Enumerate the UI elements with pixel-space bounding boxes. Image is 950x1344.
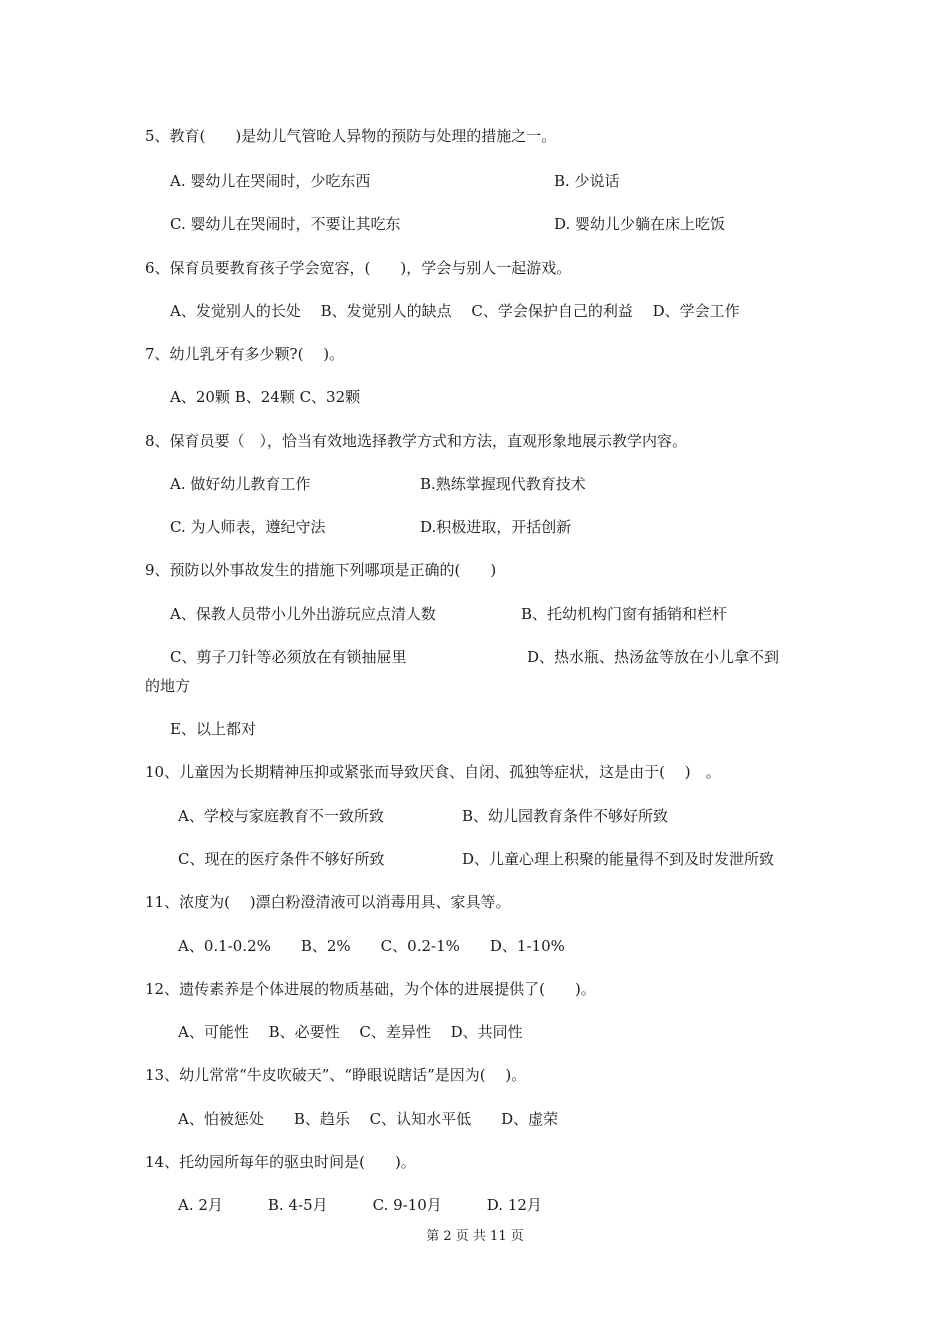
- question-5-option-b: B. 少说话: [554, 172, 620, 190]
- question-9-option-a: A、保教人员带小儿外出游玩应点清人数: [170, 605, 436, 623]
- question-13-options: A、怕被惩处 B、趋乐 C、认知水平低 D、虚荣: [178, 1110, 559, 1128]
- question-14-options: A. 2月 B. 4-5月 C. 9-10月 D. 12月: [178, 1196, 542, 1214]
- question-11-options: A、0.1-0.2% B、2% C、0.2-1% D、1-10%: [178, 937, 565, 955]
- question-8-option-a: A. 做好幼儿教育工作: [170, 475, 311, 493]
- question-9-option-b: B、托幼机构门窗有插销和栏杆: [521, 605, 728, 623]
- question-8-option-b: B.熟练掌握现代教育技术: [420, 475, 586, 493]
- page-number: 第 2 页 共 11 页: [426, 1229, 524, 1244]
- question-8-stem: 8、保育员要（ ），恰当有效地选择教学方式和方法，直观形象地展示教学内容。: [145, 432, 688, 450]
- question-10-option-b: B、幼儿园教育条件不够好所致: [462, 807, 669, 825]
- question-5-option-d: D. 婴幼儿少躺在床上吃饭: [554, 215, 726, 233]
- question-6-stem: 6、保育员要教育孩子学会宽容，( )，学会与别人一起游戏。: [145, 259, 572, 277]
- question-11-stem: 11、浓度为( )漂白粉澄清液可以消毒用具、家具等。: [145, 893, 511, 911]
- question-9-stem: 9、预防以外事故发生的措施下列哪项是正确的( ): [145, 561, 497, 579]
- question-10-option-c: C、现在的医疗条件不够好所致: [178, 850, 385, 868]
- question-7-stem: 7、幼儿乳牙有多少颗?( )。: [145, 345, 345, 363]
- question-9-option-e: E、以上都对: [170, 720, 256, 738]
- question-10-option-a: A、学校与家庭教育不一致所致: [178, 807, 384, 825]
- question-9-option-c: C、剪子刀针等必须放在有锁抽屉里: [170, 648, 407, 666]
- question-10-stem: 10、儿童因为长期精神压抑或紧张而导致厌食、自闭、孤独等症状，这是由于( ) 。: [145, 763, 721, 781]
- question-13-stem: 13、幼儿常常“牛皮吹破天”、“睁眼说瞎话”是因为( )。: [145, 1066, 527, 1084]
- question-5-option-a: A. 婴幼儿在哭闹时，少吃东西: [170, 172, 371, 190]
- question-7-options: A、20颗 B、24颗 C、32颗: [170, 388, 361, 406]
- question-5-option-c: C. 婴幼儿在哭闹时，不要让其吃东: [170, 215, 401, 233]
- question-14-stem: 14、托幼园所每年的驱虫时间是( )。: [145, 1153, 416, 1171]
- question-6-options: A、发觉别人的长处 B、发觉别人的缺点 C、学会保护自己的利益 D、学会工作: [170, 302, 740, 320]
- question-5-stem: 5、教育( )是幼儿气管呛人异物的预防与处理的措施之一。: [145, 127, 557, 145]
- question-8-option-d: D.积极进取，开括创新: [420, 518, 572, 536]
- question-12-options: A、可能性 B、必要性 C、差异性 D、共同性: [178, 1023, 523, 1041]
- question-9-option-d-continued: 的地方: [145, 677, 191, 695]
- question-12-stem: 12、遗传素养是个体进展的物质基础，为个体的进展提供了( )。: [145, 980, 596, 998]
- question-8-option-c: C. 为人师表，遵纪守法: [170, 518, 326, 536]
- question-9-option-d: D、热水瓶、热汤盆等放在小儿拿不到: [527, 648, 780, 666]
- question-10-option-d: D、儿童心理上积聚的能量得不到及时发泄所致: [462, 850, 775, 868]
